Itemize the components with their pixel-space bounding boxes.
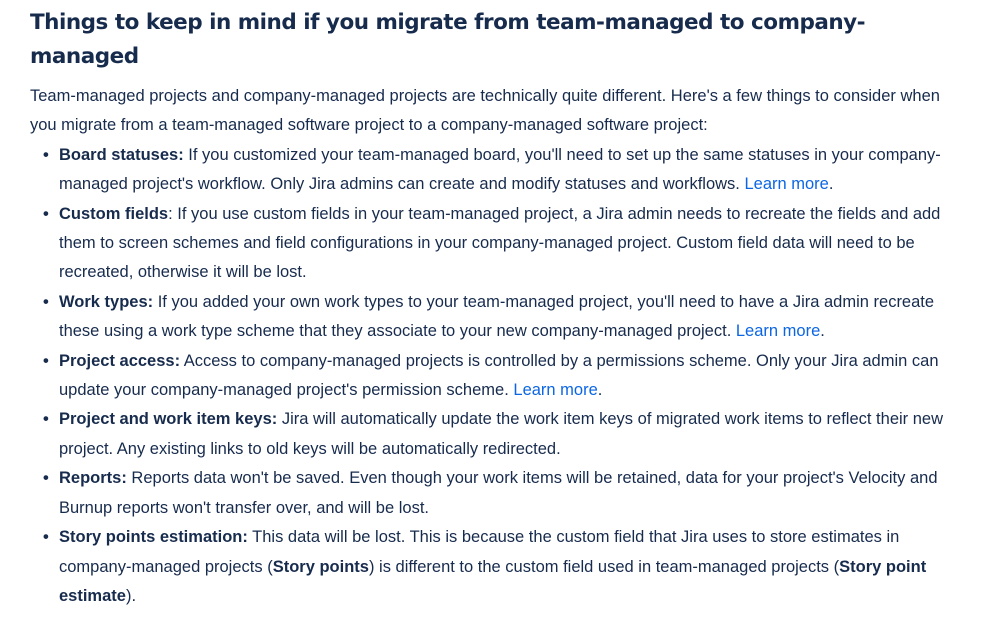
item-tail: . [597,381,603,400]
item-title: Project and work item keys: [59,410,278,429]
list-item-project-access [43,347,970,406]
item-text: Access to company-managed projects is controlled by a permissions scheme. Only your Jira admin can update your company-managed project's permission scheme. [59,351,939,400]
story-points-term: Story points [272,557,369,576]
list-item-reports [43,464,970,523]
bullet: • [43,204,49,223]
item-title: Board statuses: [59,145,184,164]
item-title: Custom fields [59,204,169,223]
item-title: Reports: [59,469,127,488]
considerations-list [30,141,970,612]
item-title: Project access: [59,351,181,370]
story-point-estimate-term: Story point estimate [59,557,927,605]
learn-more-link[interactable]: Learn more [513,381,598,400]
list-item-custom-fields [43,200,970,288]
list-item-work-types [43,288,970,347]
bullet: • [43,351,49,370]
item-title: Work types: [59,292,154,311]
item-text: ) is different to the custom field used in team-managed projects ( [368,557,840,576]
bullet: • [43,469,49,488]
bullet: • [43,528,49,547]
item-text: If you customized your team-managed board, you'll need to set up the same statuses in your company-managed project's workflow. Only Jira admins can create and modify statuses and workflows. [59,145,941,194]
item-text: ). [125,586,137,605]
learn-more-link[interactable]: Learn more [735,322,821,341]
item-text: If you added your own work types to your team-managed project, you'll need to have a Jira admin recreate these using a work type scheme that they associate to your new company-managed project. [59,292,935,341]
intro-paragraph: Team-managed projects and company-managed projects are technically quite different. Here's a few things to consider when you migrate from a team-managed software project to a company-managed software project: [30,87,940,135]
item-text: Jira will automatically update the work item keys of migrated work items to reflect their new project. Any existing links to old keys will be automatically redirected. [59,410,944,458]
item-text: Reports data won't be saved. Even though your work items will be retained, data for your project's Velocity and Burnup reports won't transfer over, and will be lost. [59,469,938,517]
item-text: This data will be lost. This is because the custom field that Jira uses to store estimates in company-managed projects ( [59,528,900,576]
bullet: • [43,410,49,429]
bullet: • [43,145,49,164]
list-item-story-points [43,523,970,611]
section-heading: Things to keep in mind if you migrate from team-managed to company-managed [30,10,866,69]
item-text: : If you use custom fields in your team-managed project, a Jira admin needs to recreate the fields and add them to screen schemes and field configurations in your company-managed project. Custom field data will need to be recreated, otherwise it will be lost. [59,204,941,282]
bullet: • [43,292,49,311]
list-item-board-statuses [43,141,970,200]
list-item-work-item-keys [43,405,970,464]
item-tail: . [828,175,834,194]
item-tail: . [820,322,825,341]
item-title: Story points estimation: [59,528,248,547]
learn-more-link[interactable]: Learn more [744,175,829,194]
